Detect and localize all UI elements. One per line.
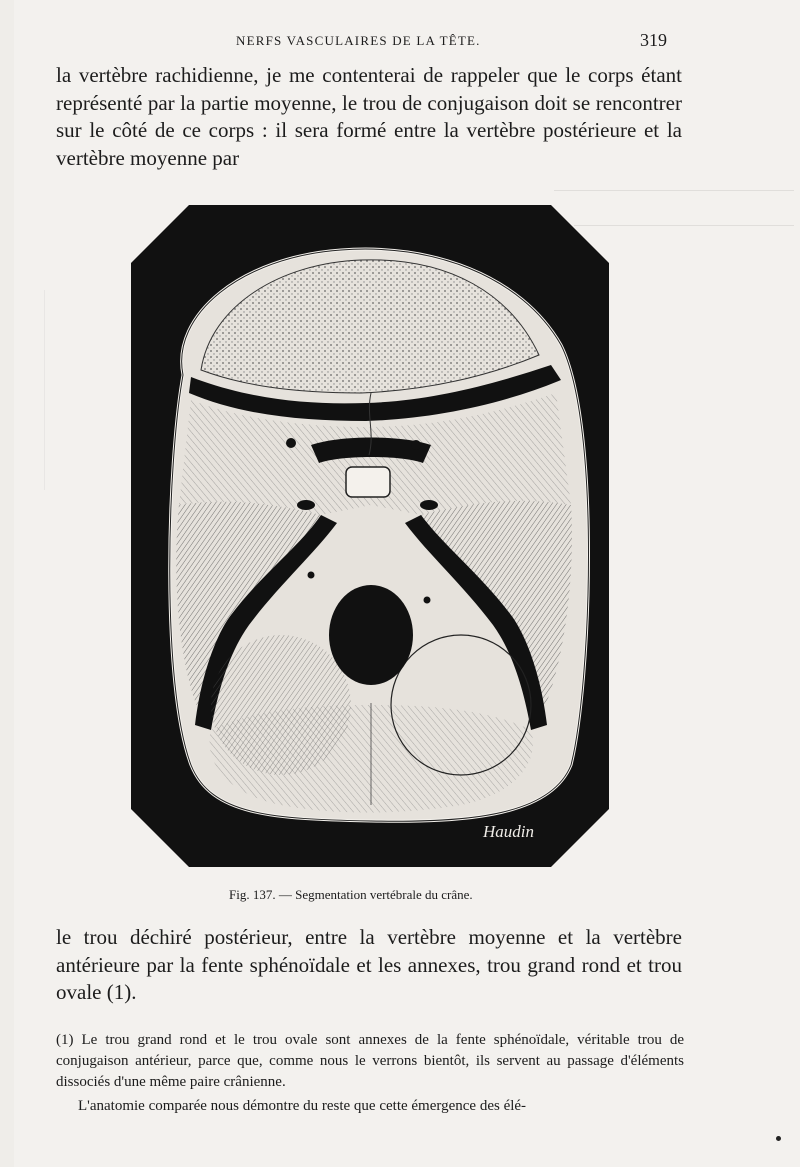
running-head: NERFS VASCULAIRES DE LA TÊTE. <box>236 33 481 48</box>
body-paragraph-bottom: le trou déchiré postérieur, entre la vertèbre moyenne et la vertèbre antérieure par la fente sphénoïdale et les annexes, trou grand rond et trou ovale (1). <box>56 925 682 1004</box>
reverse-page-show-through <box>44 290 125 490</box>
left-cerebellar-fossa <box>211 635 351 775</box>
page <box>14 0 800 1167</box>
footnote-paragraph-1: (1) Le trou grand rond et le trou ovale sont annexes de la fente sphénoïdale, véritable trou de conjugaison antérieur, parce que, comme nous le verrons bientôt, ils servent au passage d'éléments dissociés d'une même paire crânienne. <box>56 1032 684 1090</box>
engraver-signature: Haudin <box>483 822 534 841</box>
footnote-paragraph-2: L'anatomie comparée nous démontre du reste que cette émergence des élé- <box>78 1098 527 1114</box>
foramen-rotundum-left <box>286 438 296 448</box>
figure-caption: Fig. 137. — Segmentation vertébrale du crâne. <box>229 887 473 902</box>
foramen-ovale-left <box>297 500 315 510</box>
body-paragraph-top: la vertèbre rachidienne, je me contenterai de rappeler que le corps étant représenté par la partie moyenne, le trou de conjugaison doit se rencontrer sur le côté de ce corps : il sera formé entre la vertèbre postérieure et la vertèbre moyenne par <box>56 63 682 170</box>
foramen-ovale-right <box>420 500 438 510</box>
footnote <box>56 1030 684 1117</box>
reverse-page-show-through <box>554 170 794 191</box>
foramen-rotundum-right <box>411 440 421 450</box>
skull-base-engraving <box>131 205 609 867</box>
sella-turcica <box>346 467 390 497</box>
page-number: 319 <box>640 30 667 50</box>
foramen-magnum <box>329 585 413 685</box>
margin-dot <box>776 1136 781 1141</box>
